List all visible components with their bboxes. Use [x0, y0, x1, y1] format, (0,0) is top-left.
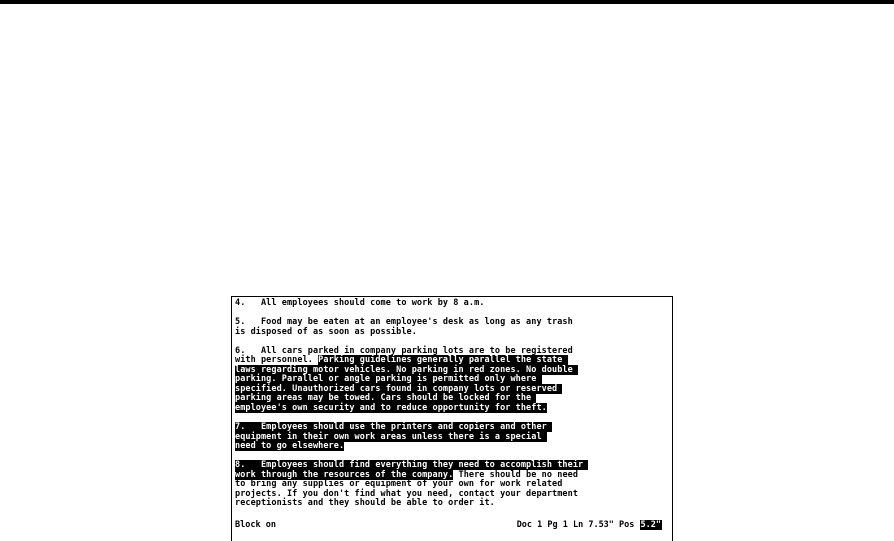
selected-text: parking areas may be towed. Cars should be locked for the: [235, 393, 537, 404]
document-line[interactable]: [235, 404, 671, 414]
document-body[interactable]: [235, 299, 671, 509]
top-border: [0, 0, 894, 4]
line-text: 6. All cars parked in company parking lots are to be registered: [235, 345, 573, 356]
selected-text: work through the resources of the company.: [235, 469, 454, 480]
block-mode-indicator: Block on: [235, 520, 276, 530]
document-line[interactable]: [235, 328, 671, 338]
status-bar: [235, 520, 662, 531]
selected-text: 7. Employees should use the printers and copiers and other: [235, 422, 553, 433]
selected-text: need to go elsewhere.: [235, 441, 345, 452]
position-readout: Doc 1 Pg 1 Ln 7.53" Pos: [516, 520, 640, 530]
position-value-cursor: 5.2": [640, 520, 661, 530]
selected-text: parking. Parallel or angle parking is permitted only where: [235, 374, 542, 385]
selected-text: laws regarding motor vehicles. No parking in red zones. No double: [235, 364, 579, 375]
line-text: is disposed of as soon as possible.: [235, 326, 417, 337]
selected-text: equipment in their own work areas unless there is a special: [235, 431, 547, 442]
line-text: to bring any supplies or equipment of your own for work related: [235, 479, 563, 490]
line-text: receptionists and they should be able to order it.: [235, 498, 495, 509]
line-text: 5. Food may be eaten at an employee's desk as long as any trash: [235, 317, 573, 328]
selected-text: employee's own security and to reduce opportunity for theft.: [235, 403, 547, 414]
cursor-position-indicator: [517, 520, 662, 531]
selected-text: Parking guidelines generally parallel the state: [318, 355, 568, 366]
line-text: 4. All employees should come to work by 8 a.m.: [235, 298, 485, 308]
word-processor-screen[interactable]: [231, 296, 673, 541]
document-line[interactable]: [235, 299, 671, 309]
selected-text: 8. Employees should find everything they need to accomplish their: [235, 460, 589, 471]
selected-text: specified. Unauthorized cars found in company lots or reserved: [235, 383, 563, 394]
document-line[interactable]: [235, 442, 671, 452]
line-text: There should be no need: [453, 469, 579, 480]
line-text: with personnel.: [235, 355, 319, 366]
document-line[interactable]: [235, 499, 671, 509]
line-text: projects. If you don't find what you need, contact your department: [235, 488, 579, 499]
